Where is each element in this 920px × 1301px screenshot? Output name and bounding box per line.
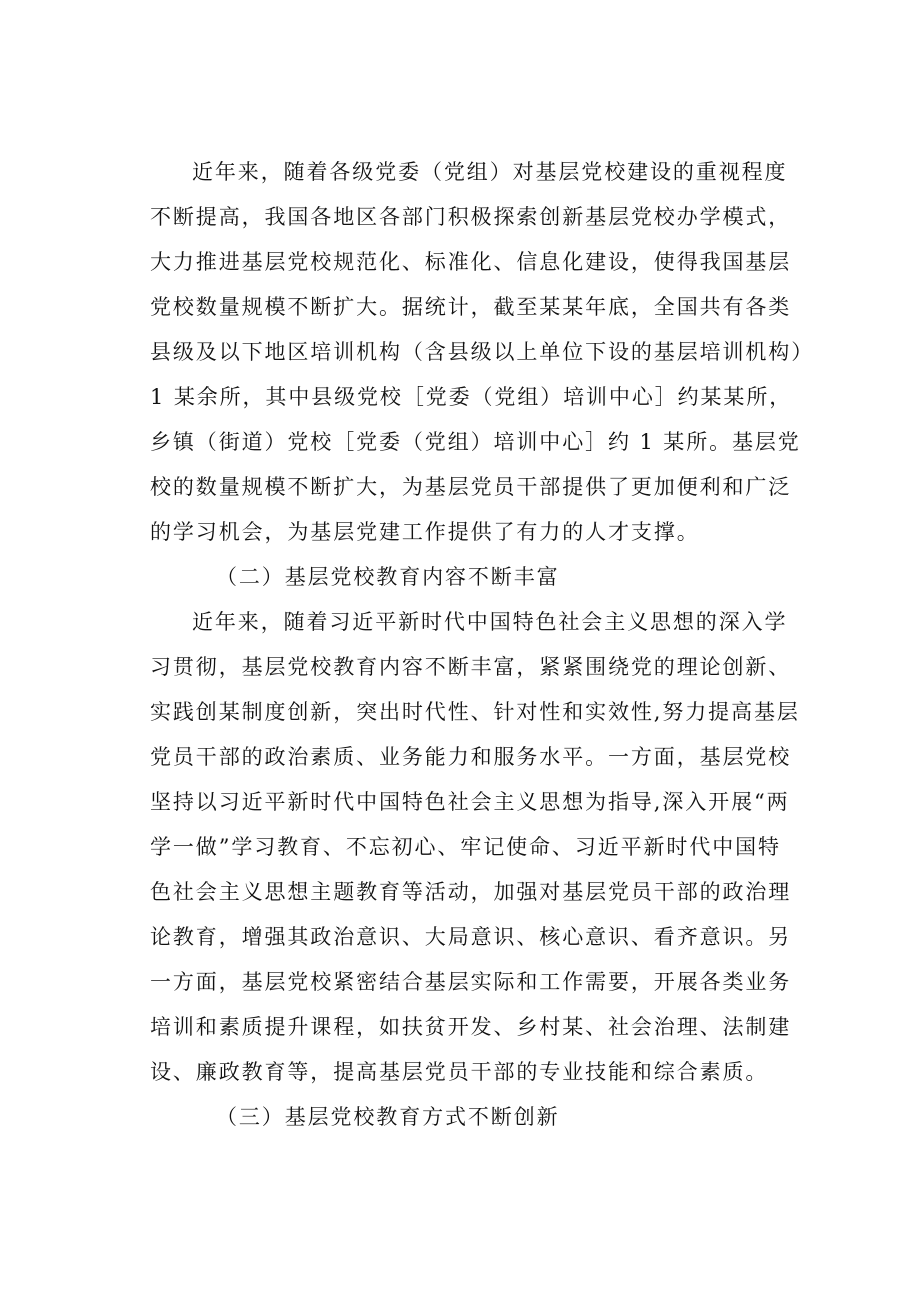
- text-line: 学一做”学习教育、不忘初心、牢记使命、习近平新时代中国特: [150, 835, 781, 859]
- text-line: 习贯彻，基层党校教育内容不断丰富，紧紧围绕党的理论创新、: [150, 655, 792, 679]
- text-line: 乡镇（街道）党校［党委（党组）培训中心］约 1 某所。基层党: [150, 430, 801, 454]
- section-heading-3: （三）基层党校教育方式不断创新: [216, 1105, 560, 1129]
- text-line: 论教育，增强其政治意识、大局意识、核心意识、看齐意识。另: [150, 925, 792, 949]
- section-heading-2: （二）基层党校教育内容不断丰富: [216, 565, 560, 589]
- text-line: 的学习机会，为基层党建工作提供了有力的人才支撑。: [150, 520, 700, 544]
- text-line: 设、廉政教育等，提高基层党员干部的专业技能和综合素质。: [150, 1060, 769, 1084]
- document-page: [150, 150, 815, 1140]
- paragraph-overview: [150, 150, 815, 555]
- text-line: 校的数量规模不断扩大，为基层党员干部提供了更加便利和广泛: [150, 475, 792, 499]
- text-line: 党员干部的政治素质、业务能力和服务水平。一方面，基层党校: [150, 745, 792, 769]
- text-line: 实践创某制度创新，突出时代性、针对性和实效性,努力提高基层: [150, 700, 800, 724]
- text-line: 大力推进基层党校规范化、标准化、信息化建设，使得我国基层: [150, 250, 792, 274]
- text-line: 培训和素质提升课程，如扶贫开发、乡村某、社会治理、法制建: [150, 1015, 792, 1039]
- text-line: 近年来，随着习近平新时代中国特色社会主义思想的深入学: [192, 610, 788, 634]
- text-line: 党校数量规模不断扩大。据统计，截至某某年底，全国共有各类: [150, 295, 792, 319]
- text-line: 一方面，基层党校紧密结合基层实际和工作需要，开展各类业务: [150, 970, 792, 994]
- text-line: 坚持以习近平新时代中国特色社会主义思想为指导,深入开展“两: [150, 790, 790, 814]
- text-line: 色社会主义思想主题教育等活动，加强对基层党员干部的政治理: [150, 880, 792, 904]
- text-line: 不断提高，我国各地区各部门积极探索创新基层党校办学模式，: [150, 205, 792, 229]
- text-line: 1 某余所，其中县级党校［党委（党组）培训中心］约某某所，: [150, 385, 793, 409]
- paragraph-content: [150, 600, 800, 1095]
- text-line: 县级及以下地区培训机构（含县级以上单位下设的基层培训机构）: [150, 340, 815, 364]
- text-line: 近年来，随着各级党委（党组）对基层党校建设的重视程度: [192, 160, 788, 184]
